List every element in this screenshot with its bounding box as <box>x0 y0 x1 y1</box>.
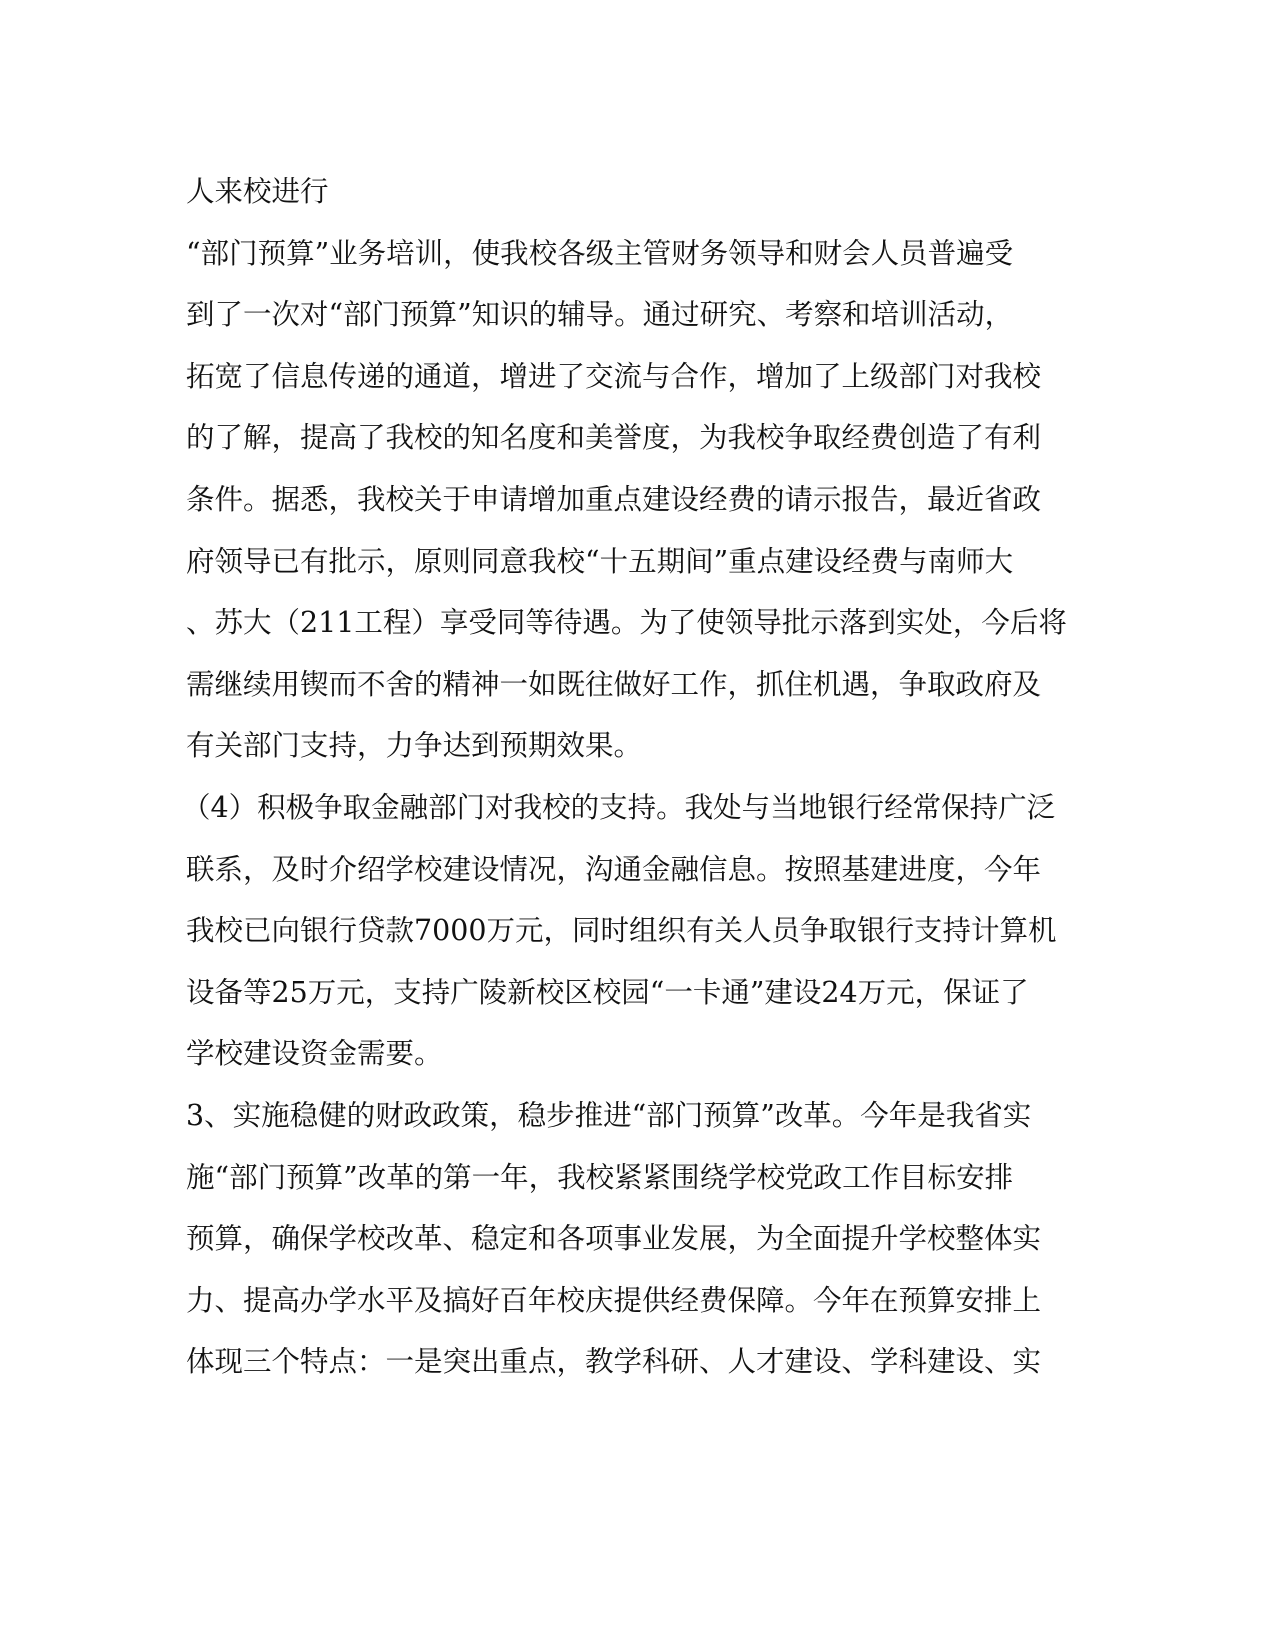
document-body <box>182 161 1067 1393</box>
text-line: 体现三个特点：一是突出重点，教学科研、人才建设、学科建设、实 <box>186 1345 1042 1379</box>
text-line: 我校已向银行贷款7000万元，同时组织有关人员争取银行支持计算机 <box>186 914 1057 948</box>
text-line: 3、实施稳健的财政政策，稳步推进“部门预算”改革。今年是我省实 <box>186 1098 1032 1132</box>
text-line: 设备等25万元，支持广陵新校区校园“一卡通”建设24万元，保证了 <box>186 975 1029 1009</box>
text-line: 力、提高办学水平及搞好百年校庆提供经费保障。今年在预算安排上 <box>186 1283 1042 1317</box>
text-line: 、苏大（211工程）享受同等待遇。为了使领导批示落到实处，今后将 <box>186 606 1067 640</box>
text-line: 施“部门预算”改革的第一年，我校紧紧围绕学校党政工作目标安排 <box>186 1160 1014 1194</box>
text-line: 有关部门支持，力争达到预期效果。 <box>186 729 643 763</box>
text-line: （4）积极争取金融部门对我校的支持。我处与当地银行经常保持广泛 <box>182 790 1056 824</box>
text-line: 学校建设资金需要。 <box>186 1037 443 1071</box>
text-line: 需继续用锲而不舍的精神一如既往做好工作，抓住机遇，争取政府及 <box>186 667 1042 701</box>
text-line: 府领导已有批示，原则同意我校“十五期间”重点建设经费与南师大 <box>186 544 1014 578</box>
text-line: “部门预算”业务培训，使我校各级主管财务领导和财会人员普遍受 <box>186 236 1014 270</box>
text-line: 到了一次对“部门预算”知识的辅导。通过研究、考察和培训活动， <box>186 298 1014 332</box>
text-line: 拓宽了信息传递的通道，增进了交流与合作，增加了上级部门对我校 <box>186 359 1042 393</box>
text-line: 预算，确保学校改革、稳定和各项事业发展，为全面提升学校整体实 <box>186 1222 1042 1256</box>
text-line: 的了解，提高了我校的知名度和美誉度，为我校争取经费创造了有利 <box>186 421 1042 455</box>
text-line: 联系，及时介绍学校建设情况，沟通金融信息。按照基建进度，今年 <box>186 852 1042 886</box>
text-line: 条件。据悉，我校关于申请增加重点建设经费的请示报告，最近省政 <box>186 482 1042 516</box>
text-line: 人来校进行 <box>186 175 329 208</box>
